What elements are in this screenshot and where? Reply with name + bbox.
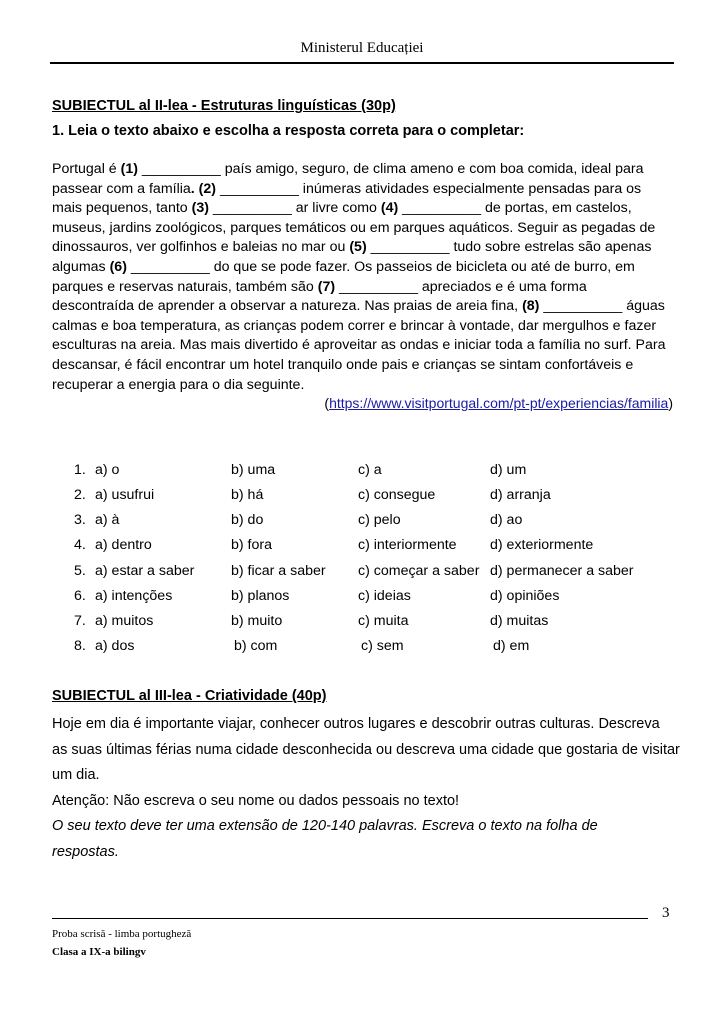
option-c: c) consegue [358, 487, 436, 503]
footer-exam-name: Proba scrisă - limba portugheză [52, 928, 192, 940]
task-text-line: Hoje em dia é importante viajar, conhecer outros lugares e descobrir outras culturas. Descreva [52, 716, 660, 732]
option-d: d) em [493, 638, 530, 654]
option-c: c) ideias [358, 588, 411, 604]
passage-line: recuperar a energia para o dia seguinte. [52, 376, 305, 393]
length-instruction: O seu texto deve ter uma extensão de 120-140 palavras. Escreva o texto na folha de [52, 818, 598, 834]
option-a: a) à [95, 512, 120, 528]
passage-line: passear com a família. (2) __________ inúmeras atividades especialmente pensadas para os [52, 180, 642, 197]
options-row [0, 509, 724, 534]
option-d: d) arranja [490, 487, 551, 503]
options-row [0, 610, 724, 635]
passage-line: parques e reservas naturais, também são (7) __________ apreciados e é uma forma [52, 278, 587, 295]
option-c: c) pelo [358, 512, 401, 528]
option-d: d) ao [490, 512, 523, 528]
options-row [0, 560, 724, 585]
footer-divider [52, 918, 648, 919]
option-number: 6. [74, 588, 86, 604]
source-close-paren: ) [668, 395, 673, 411]
options-row [0, 534, 724, 559]
option-number: 4. [74, 537, 86, 553]
attention-note: Atenção: Não escreva o seu nome ou dados pessoais no texto! [52, 792, 460, 809]
option-c: c) sem [361, 638, 404, 654]
option-d: d) permanecer a saber [490, 563, 634, 579]
header-divider [50, 62, 674, 64]
option-b: b) do [231, 512, 264, 528]
option-number: 7. [74, 613, 86, 629]
option-a: a) dentro [95, 537, 152, 553]
option-d: d) um [490, 462, 527, 478]
option-b: b) muito [231, 613, 283, 629]
task-text-line: as suas últimas férias numa cidade desconhecida ou descreva uma cidade que gostaria de visitar [52, 741, 680, 758]
option-c: c) a [358, 462, 382, 478]
option-a: a) muitos [95, 613, 154, 629]
footer-class-name: Clasa a IX-a bilingv [52, 946, 146, 958]
passage-line: algumas (6) __________ do que se pode fazer. Os passeios de bicicleta ou até de burro, em [52, 258, 635, 275]
section-2-instruction: 1. Leia o texto abaixo e escolha a resposta correta para o completar: [52, 123, 525, 139]
option-b: b) planos [231, 588, 290, 604]
section-3-body [52, 712, 680, 865]
option-a: a) intenções [95, 588, 173, 604]
page-number: 3 [662, 905, 670, 921]
passage-line: descansar, é fácil encontrar um hotel tranquilo onde pais e crianças se sintam confortáveis e [52, 356, 634, 373]
page-header-title: Ministerul Educației [300, 40, 424, 56]
task-text-line: um dia. [52, 767, 100, 783]
option-c: c) muita [358, 613, 409, 629]
passage-line: dinossauros, ver golfinhos e baleias no mar ou (5) __________ tudo sobre estrelas são apenas [52, 239, 652, 256]
passage-line: Portugal é (1) __________ país amigo, seguro, de clima ameno e com boa comida, ideal para [52, 161, 644, 177]
options-row [0, 585, 724, 610]
options-row [0, 484, 724, 509]
option-number: 8. [74, 638, 86, 654]
length-instruction: respostas. [52, 843, 119, 860]
option-c: c) interiormente [358, 537, 457, 553]
option-number: 3. [74, 512, 86, 528]
option-d: d) opiniões [490, 588, 560, 604]
option-d: d) exteriormente [490, 537, 594, 553]
option-a: a) estar a saber [95, 563, 195, 579]
option-number: 1. [74, 462, 86, 478]
option-a: a) o [95, 462, 120, 478]
option-b: b) com [234, 638, 278, 654]
option-a: a) usufrui [95, 487, 155, 503]
section-3-title: SUBIECTUL al III-lea - Criatividade (40p) [52, 688, 327, 704]
option-a: a) dos [95, 638, 135, 654]
options-row [0, 635, 724, 660]
source-open-paren: ( [324, 395, 330, 411]
option-b: b) fora [231, 537, 273, 553]
passage-line: calmas e boa temperatura, as crianças podem correr e brincar à vontade, dar mergulhos e fazer [52, 317, 657, 334]
passage-line: descontraída de aprender a observar a natureza. Nas praias de areia fina, (8) __________ águas [52, 298, 665, 315]
option-d: d) muitas [490, 613, 549, 629]
option-b: b) uma [231, 462, 276, 478]
options-row [0, 459, 724, 484]
option-b: b) há [231, 487, 264, 503]
section-2-title: SUBIECTUL al II-lea - Estruturas linguísticas (30p) [52, 98, 396, 114]
source-citation [324, 395, 673, 411]
option-c: c) começar a saber [358, 563, 480, 579]
passage-line: museus, jardins zoológicos, parques temáticos ou em parques aquáticos. Seguir as pegadas de [52, 219, 656, 236]
passage-line: mais pequenos, tanto (3) __________ ar livre como (4) __________ de portas, em castelos, [52, 200, 632, 217]
reading-passage [52, 160, 672, 395]
option-b: b) ficar a saber [231, 563, 326, 579]
source-link[interactable]: https://www.visitportugal.com/pt-pt/experiencias/familia [329, 395, 669, 411]
option-number: 2. [74, 487, 86, 503]
passage-line: esculturas na areia. Mas mais divertido é aproveitar as ondas e iniciar toda a família no surf. Para [52, 337, 666, 354]
option-number: 5. [74, 563, 86, 579]
